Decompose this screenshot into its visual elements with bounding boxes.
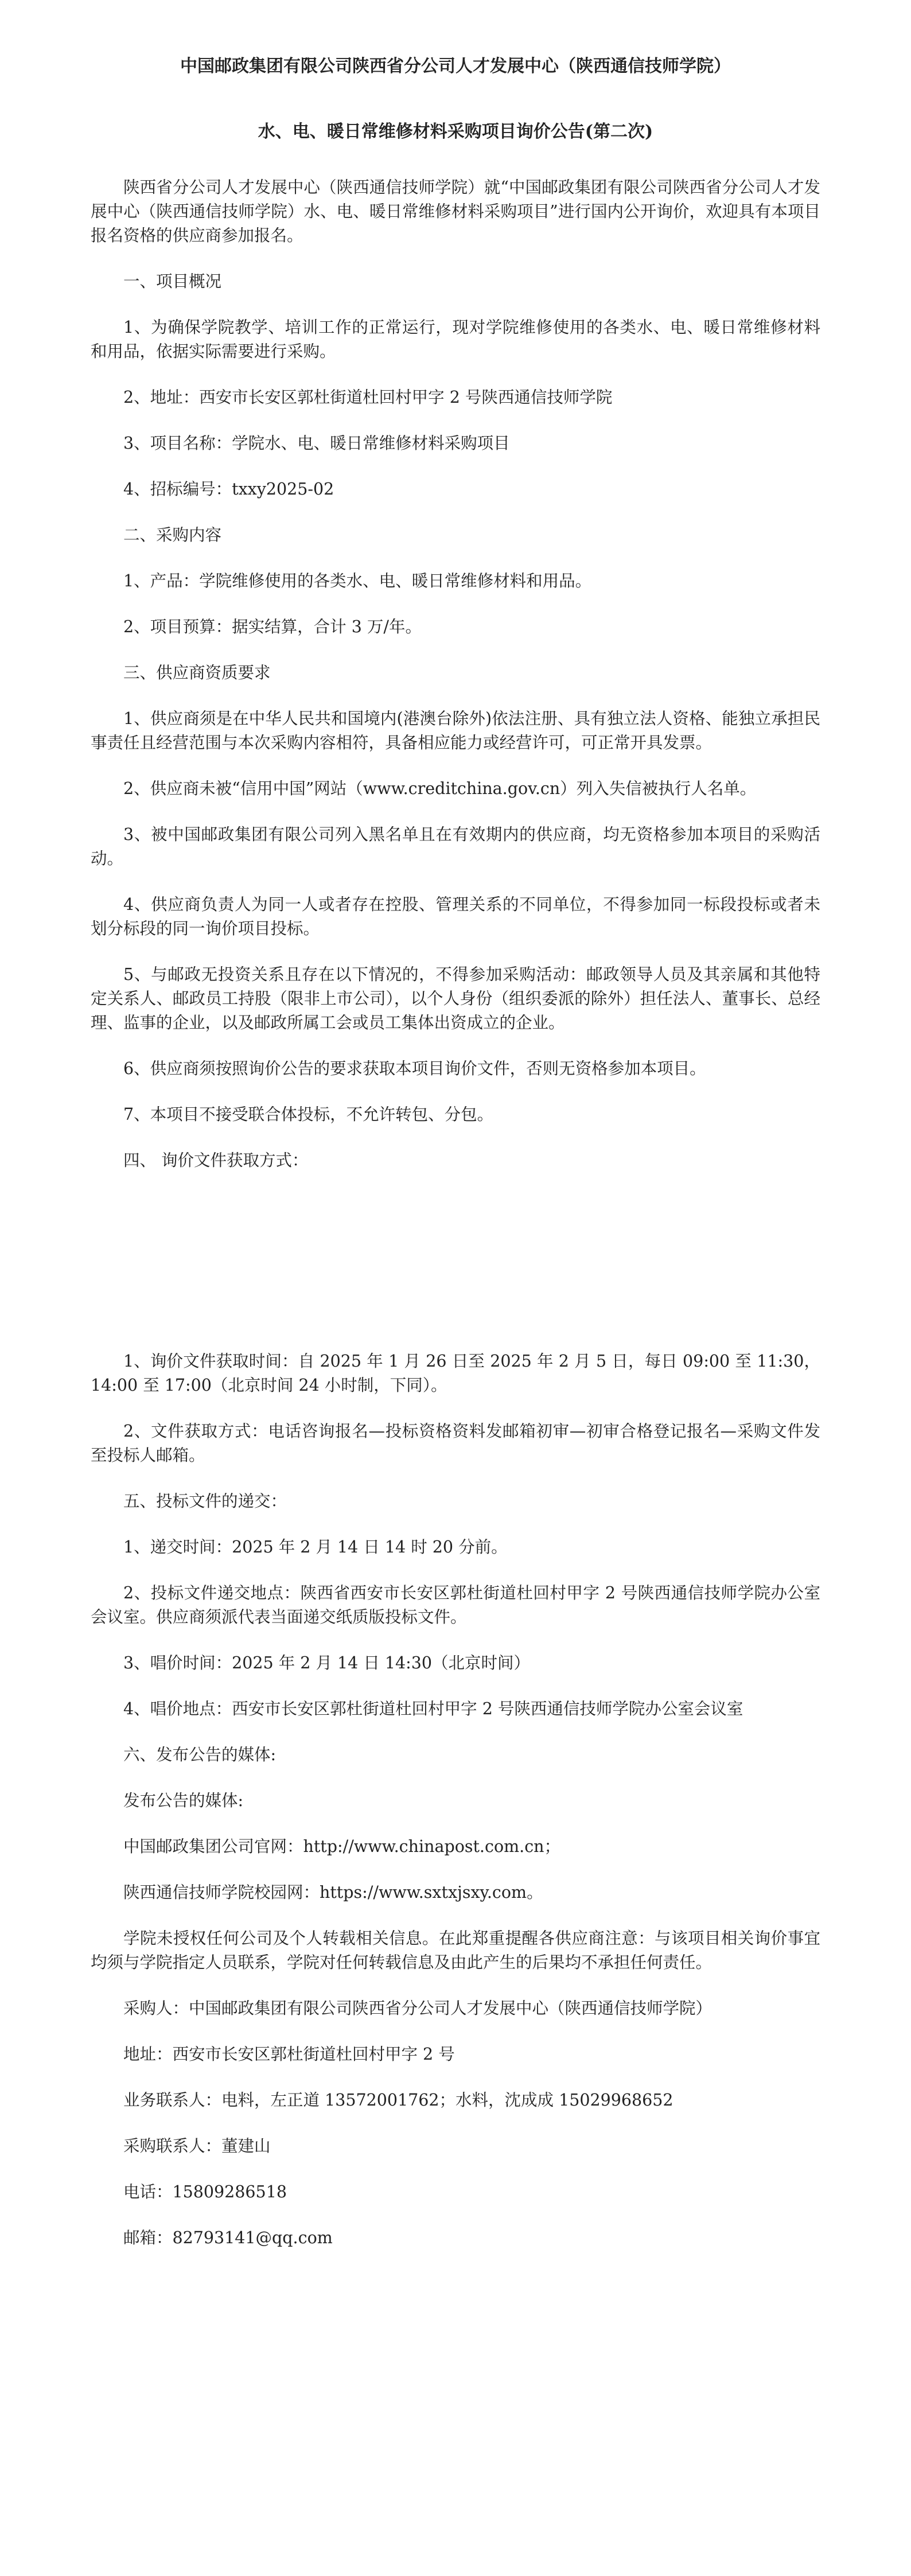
section-heading-supplier-qualification: 三、供应商资质要求 [123,663,271,682]
media-sub-heading: 发布公告的媒体: [123,1791,244,1810]
contact-phone: 电话：15809286518 [123,2182,287,2201]
document-title: 水、电、暖日常维修材料采购项目询价公告(第二次) [258,122,653,142]
content-item-product: 1、产品：学院维修使用的各类水、电、暖日常维修材料和用品。 [123,571,592,590]
qualification-item-2: 2、供应商未被“信用中国”网站（www.creditchina.gov.cn）列入失信被执行人名单。 [123,779,757,798]
overview-item-tender-number: 4、招标编号：txxy2025-02 [123,480,334,499]
submission-item-time: 1、递交时间：2025 年 2 月 14 日 14 时 20 分前。 [123,1538,508,1557]
contact-address: 地址：西安市长安区郭杜街道杜回村甲字 2 号 [123,2045,455,2064]
qualification-item-1: 1、供应商须是在中华人民共和国境内(港澳台除外)依法注册、具有独立法人资格、能独立承担民事责任且经营范围与本次采购内容相符，具备相应能力或经营许可，可正常开具发票。 [91,709,820,752]
org-title: 中国邮政集团有限公司陕西省分公司人才发展中心（陕西通信技师学院） [180,56,731,76]
submission-item-opening-time: 3、唱价时间：2025 年 2 月 14 日 14:30（北京时间） [123,1653,531,1672]
qualification-item-5: 5、与邮政无投资关系且存在以下情况的，不得参加采购活动：邮政领导人员及其亲属和其他特定关系人、邮政员工持股（限非上市公司），以个人身份（组织委派的除外）担任法人、董事长、总经理、监事的企业，以及邮政所属工会或员工集体出资成立的企业。 [91,965,820,1032]
qualification-item-3: 3、被中国邮政集团有限公司列入黑名单且在有效期内的供应商，均无资格参加本项目的采购活动。 [91,825,820,868]
disclaimer-notice: 学院未授权任何公司及个人转载相关信息。在此郑重提醒各供应商注意：与该项目相关询价事宜均须与学院指定人员联系，学院对任何转载信息及由此产生的后果均不承担任何责任。 [91,1929,820,1972]
overview-item-project-name: 3、项目名称：学院水、电、暖日常维修材料采购项目 [123,434,510,453]
contact-purchase: 采购联系人：董建山 [123,2137,271,2155]
overview-item-address: 2、地址：西安市长安区郭杜街道杜回村甲字 2 号陕西通信技师学院 [123,388,613,407]
qualification-item-7: 7、本项目不接受联合体投标，不允许转包、分包。 [123,1105,494,1124]
contact-buyer: 采购人：中国邮政集团有限公司陕西省分公司人才发展中心（陕西通信技师学院） [123,1999,713,2018]
acquisition-item-time: 1、询价文件获取时间：自 2025 年 1 月 26 日至 2025 年 2 月 5 日，每日 09:00 至 11:30，14:00 至 17:00（北京时间 24 小时制，下同）。 [91,1352,820,1395]
blank-space [91,1194,820,1349]
acquisition-item-method: 2、文件获取方式：电话咨询报名—投标资格资料发邮箱初审—初审合格登记报名—采购文件发至投标人邮箱。 [91,1422,820,1465]
submission-item-opening-location: 4、唱价地点：西安市长安区郭杜街道杜回村甲字 2 号陕西通信技师学院办公室会议室 [123,1699,743,1718]
section-heading-document-acquisition: 四、 询价文件获取方式： [123,1151,309,1170]
qualification-item-4: 4、供应商负责人为同一人或者存在控股、管理关系的不同单位，不得参加同一标段投标或者未划分标段的同一询价项目投标。 [91,895,820,938]
media-item-college-site: 陕西通信技师学院校园网：https://www.sxtxjsxy.com。 [123,1883,543,1902]
section-heading-bid-submission: 五、投标文件的递交： [123,1492,287,1511]
section-heading-procurement-content: 二、采购内容 [123,526,222,544]
section-heading-project-overview: 一、项目概况 [123,272,222,291]
section-heading-publishing-media: 六、发布公告的媒体: [123,1745,277,1764]
media-item-chinapost: 中国邮政集团公司官网：http://www.chinapost.com.cn； [123,1837,561,1856]
intro-paragraph: 陕西省分公司人才发展中心（陕西通信技师学院）就“中国邮政集团有限公司陕西省分公司人才发展中心（陕西通信技师学院）水、电、暖日常维修材料采购项目”进行国内公开询价，欢迎具有本项目报名资格的供应商参加报名。 [91,178,820,245]
contact-email: 邮箱：82793141@qq.com [123,2228,333,2247]
qualification-item-6: 6、供应商须按照询价公告的要求获取本项目询价文件，否则无资格参加本项目。 [123,1059,706,1078]
content-item-budget: 2、项目预算：据实结算，合计 3 万/年。 [123,617,422,636]
submission-item-location: 2、投标文件递交地点：陕西省西安市长安区郭杜街道杜回村甲字 2 号陕西通信技师学院办公室会议室。供应商须派代表当面递交纸质版投标文件。 [91,1583,820,1626]
overview-item-purpose: 1、为确保学院教学、培训工作的正常运行，现对学院维修使用的各类水、电、暖日常维修材料和用品，依据实际需要进行采购。 [91,318,820,361]
contact-business: 业务联系人：电料，左正道 13572001762；水料，沈成成 15029968652 [123,2091,673,2110]
